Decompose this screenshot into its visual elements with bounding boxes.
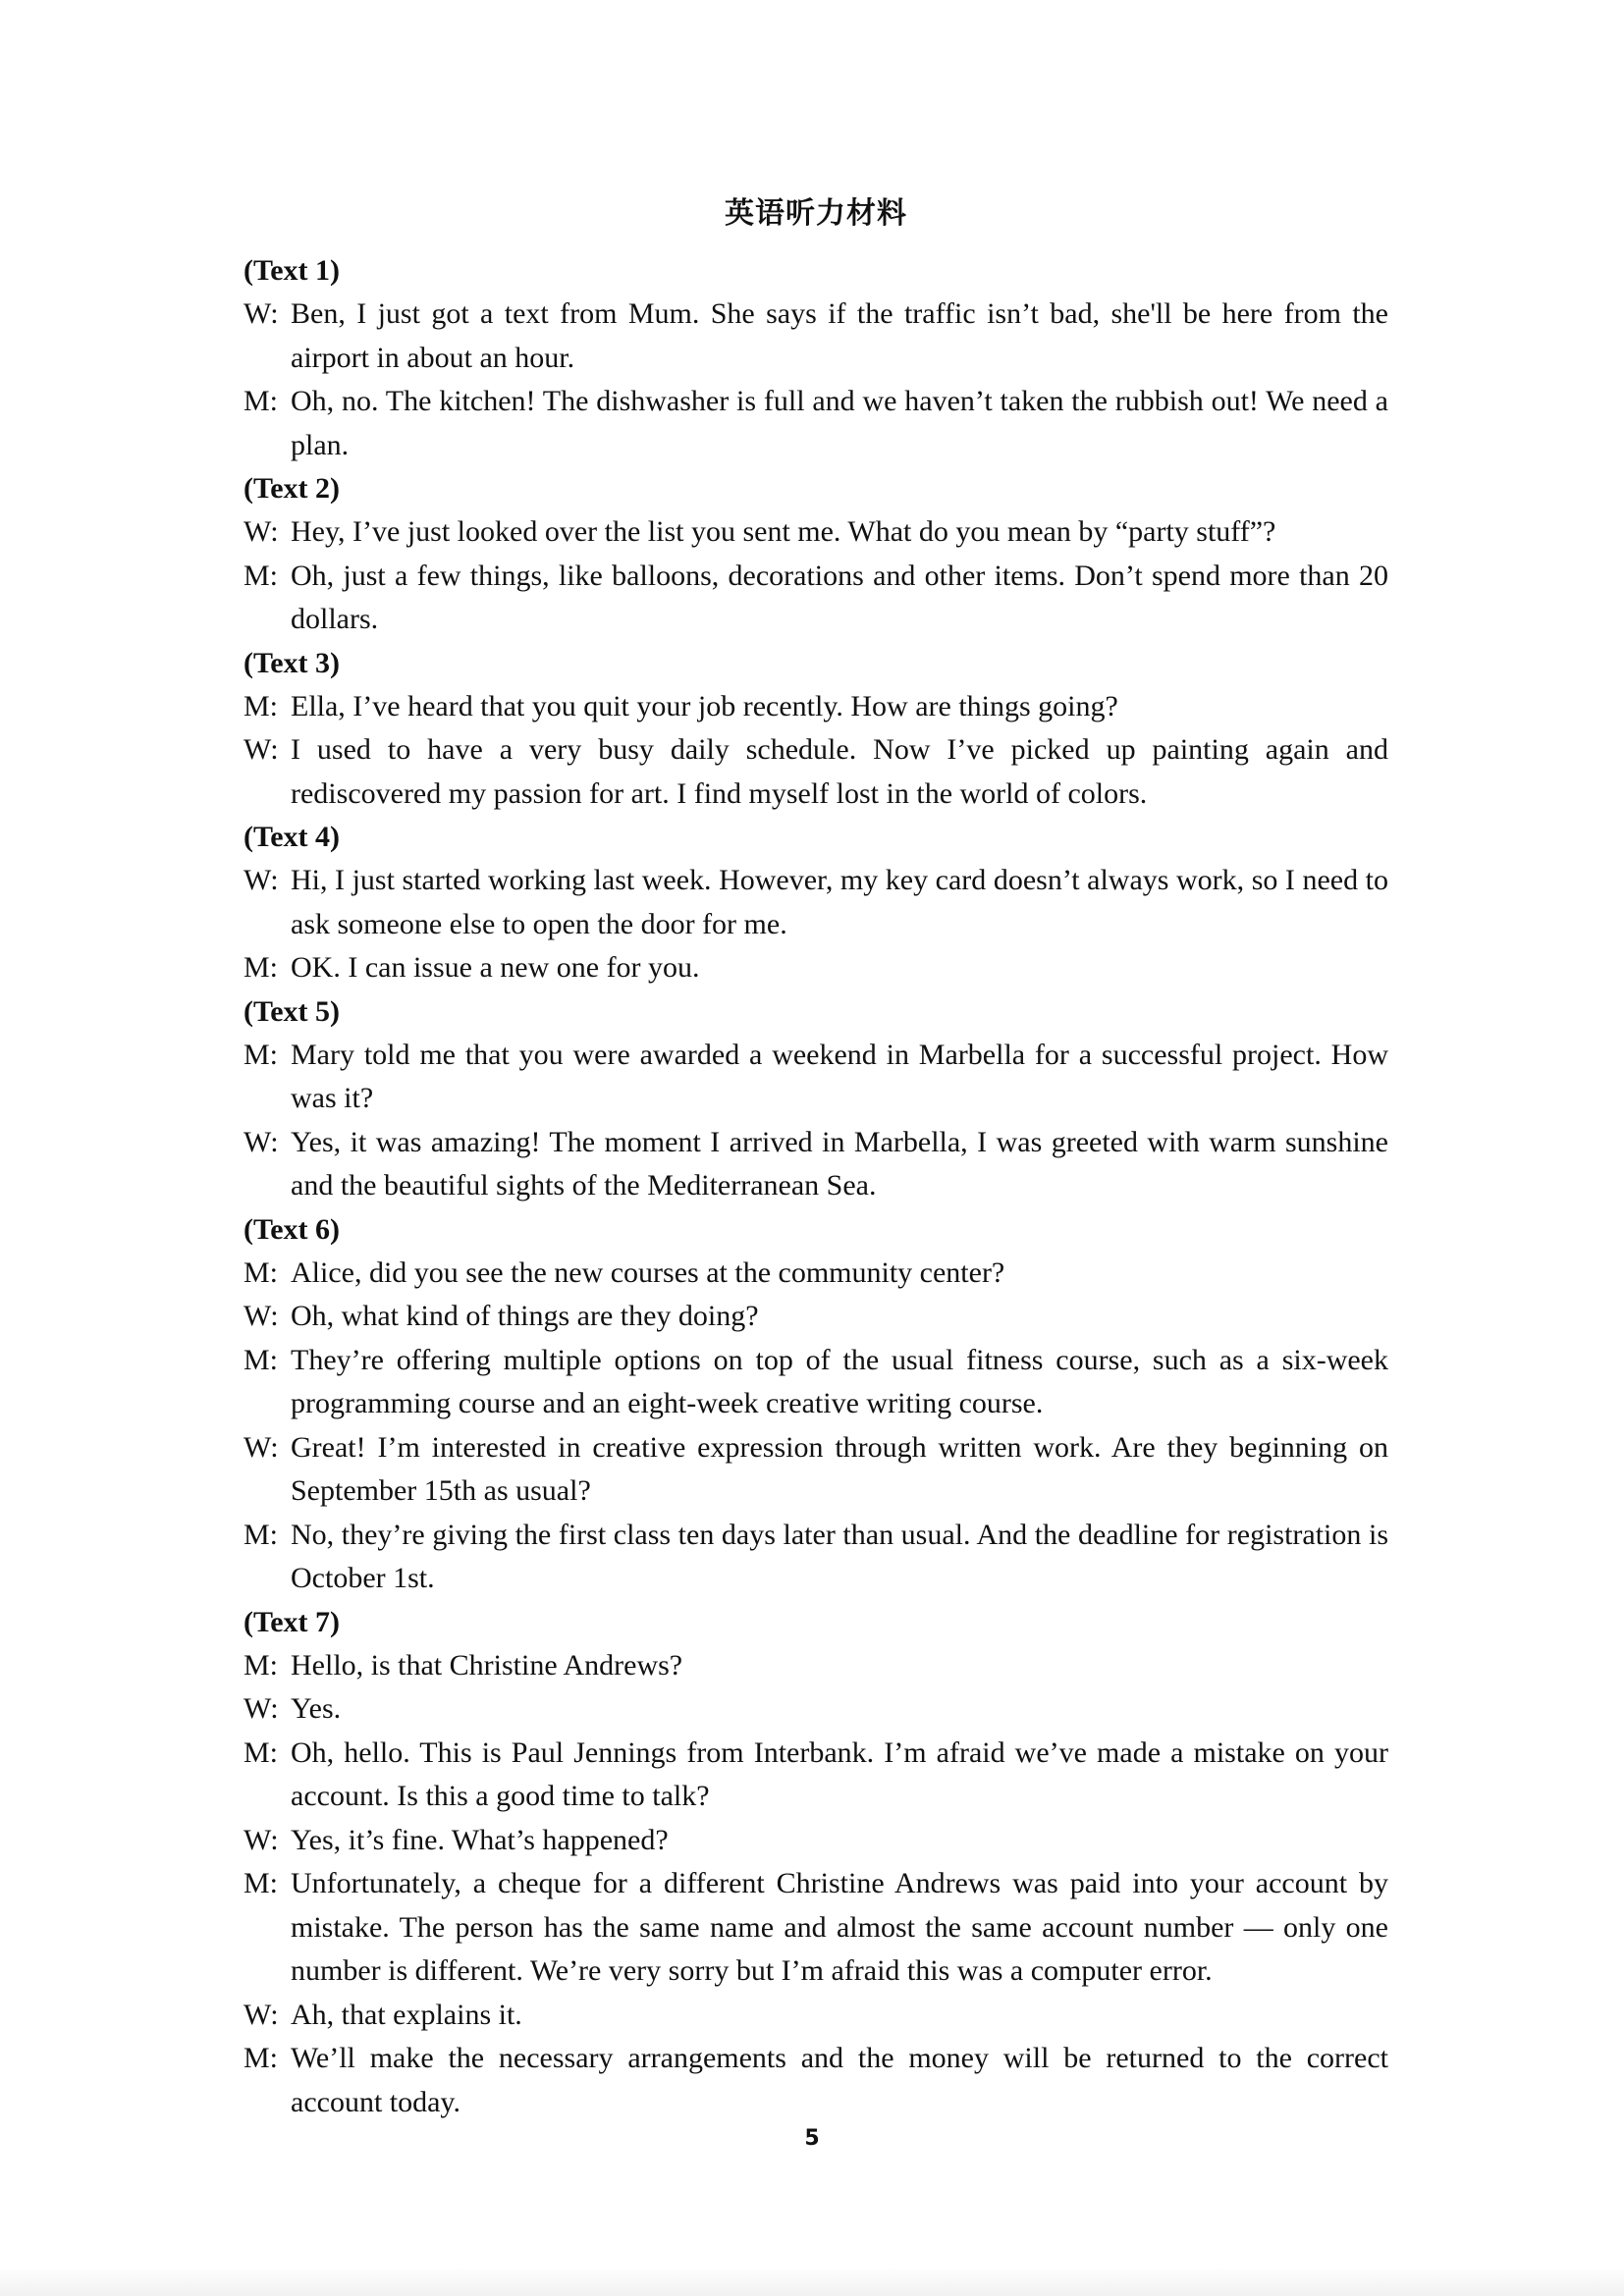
speaker-label: M:: [244, 689, 279, 722]
speaker-label: W:: [244, 864, 279, 896]
utterance-text: Hello, is that Christine Andrews?: [291, 1648, 683, 1682]
dialogue-line: [244, 1295, 1388, 1339]
utterance-text: I used to have a very busy daily schedule. Now I’ve picked up painting again and rediscovered my passion for art. I find myself lost in the world of colors.: [291, 733, 1388, 810]
utterance-text: They’re offering multiple options on top of the usual fitness course, such as a six-week programming course and an eight-week creative writing course.: [291, 1343, 1388, 1419]
speaker-label: W:: [244, 1823, 279, 1856]
speaker-label: W:: [244, 1998, 279, 2031]
dialogue-line: [244, 555, 1388, 642]
page-number: 5: [804, 2126, 820, 2151]
speaker-label: W:: [244, 1692, 279, 1725]
dialogue-line: [244, 293, 1388, 380]
speaker-label: M:: [244, 1648, 279, 1682]
utterance-text: Oh, no. The kitchen! The dishwasher is full and we haven’t taken the rubbish out! We need a plan.: [291, 385, 1388, 461]
utterance-text: Yes, it’s fine. What’s happened?: [291, 1823, 669, 1856]
dialogue-line: [244, 510, 1388, 555]
speaker-label: W:: [244, 297, 279, 330]
dialogue-line: [244, 1862, 1388, 1994]
dialogue-line: [244, 1252, 1388, 1296]
speaker-label: M:: [244, 951, 279, 984]
utterance-text: Hi, I just started working last week. However, my key card doesn’t always work, so I need to ask someone else to open the door for me.: [291, 864, 1388, 940]
speaker-label: M:: [244, 1255, 279, 1289]
section-heading: (Text 3): [244, 646, 341, 679]
dialogue-line: [244, 1732, 1388, 1819]
section-heading: (Text 1): [244, 254, 341, 287]
speaker-label: M:: [244, 1343, 279, 1376]
dialogue-line: [244, 1034, 1388, 1121]
speaker-label: W:: [244, 1125, 279, 1158]
utterance-text: Oh, just a few things, like balloons, decorations and other items. Don’t spend more than 20 dollars.: [291, 559, 1388, 635]
utterance-text: Great! I’m interested in creative expression through written work. Are they beginning on September 15th as usual?: [291, 1430, 1388, 1507]
utterance-text: Mary told me that you were awarded a weekend in Marbella for a successful project. How was it?: [291, 1038, 1388, 1114]
utterance-text: Unfortunately, a cheque for a different Christine Andrews was paid into your account by mistake. The person has the same name and almost the same account number — only one number is different. We’re very sorry but I’m afraid this was a computer error.: [291, 1867, 1388, 1987]
utterance-text: Yes.: [291, 1692, 342, 1725]
dialogue-line: [244, 1994, 1388, 2038]
dialogue-line: [244, 2037, 1388, 2124]
section-heading: (Text 7): [244, 1605, 341, 1638]
dialogue-line: [244, 1644, 1388, 1688]
utterance-text: No, they’re giving the first class ten days later than usual. And the deadline for registration is October 1st.: [291, 1518, 1388, 1594]
speaker-label: M:: [244, 1735, 279, 1769]
utterance-text: We’ll make the necessary arrangements and the money will be returned to the correct account today.: [291, 2042, 1388, 2118]
section-heading: (Text 6): [244, 1212, 341, 1246]
transcript-body: [244, 249, 1388, 2124]
section-heading: (Text 4): [244, 821, 341, 853]
speaker-label: W:: [244, 1300, 279, 1332]
utterance-text: Hey, I’ve just looked over the list you sent me. What do you mean by “party stuff”?: [291, 515, 1276, 548]
section-heading: (Text 5): [244, 994, 341, 1028]
utterance-text: Ah, that explains it.: [291, 1998, 522, 2031]
dialogue-line: [244, 1819, 1388, 1863]
dialogue-line: [244, 1514, 1388, 1601]
dialogue-line: [244, 946, 1388, 990]
page-title: 英语听力材料: [725, 196, 907, 231]
utterance-text: Ben, I just got a text from Mum. She says if the traffic isn’t bad, she'll be here from the airport in about an hour.: [291, 297, 1388, 374]
scan-bottom-edge: [0, 2267, 1624, 2296]
dialogue-line: [244, 1121, 1388, 1208]
utterance-text: Alice, did you see the new courses at the community center?: [291, 1255, 1005, 1289]
speaker-label: M:: [244, 559, 279, 592]
dialogue-line: [244, 728, 1388, 816]
dialogue-line: [244, 380, 1388, 467]
utterance-text: Oh, what kind of things are they doing?: [291, 1300, 759, 1332]
utterance-text: OK. I can issue a new one for you.: [291, 951, 700, 984]
dialogue-line: [244, 859, 1388, 946]
speaker-label: M:: [244, 2042, 279, 2074]
speaker-label: M:: [244, 1038, 279, 1071]
dialogue-line: [244, 1687, 1388, 1732]
speaker-label: M:: [244, 1518, 279, 1551]
speaker-label: W:: [244, 515, 279, 548]
speaker-label: W:: [244, 733, 279, 766]
utterance-text: Yes, it was amazing! The moment I arrived in Marbella, I was greeted with warm sunshine and the beautiful sights of the Mediterranean Sea.: [291, 1125, 1388, 1201]
speaker-label: M:: [244, 385, 279, 417]
utterance-text: Oh, hello. This is Paul Jennings from Interbank. I’m afraid we’ve made a mistake on your account. Is this a good time to talk?: [291, 1735, 1388, 1812]
dialogue-line: [244, 1426, 1388, 1514]
utterance-text: Ella, I’ve heard that you quit your job recently. How are things going?: [291, 689, 1118, 722]
section-heading: (Text 2): [244, 472, 341, 505]
dialogue-line: [244, 1339, 1388, 1426]
dialogue-line: [244, 685, 1388, 729]
speaker-label: W:: [244, 1430, 279, 1464]
speaker-label: M:: [244, 1867, 279, 1899]
